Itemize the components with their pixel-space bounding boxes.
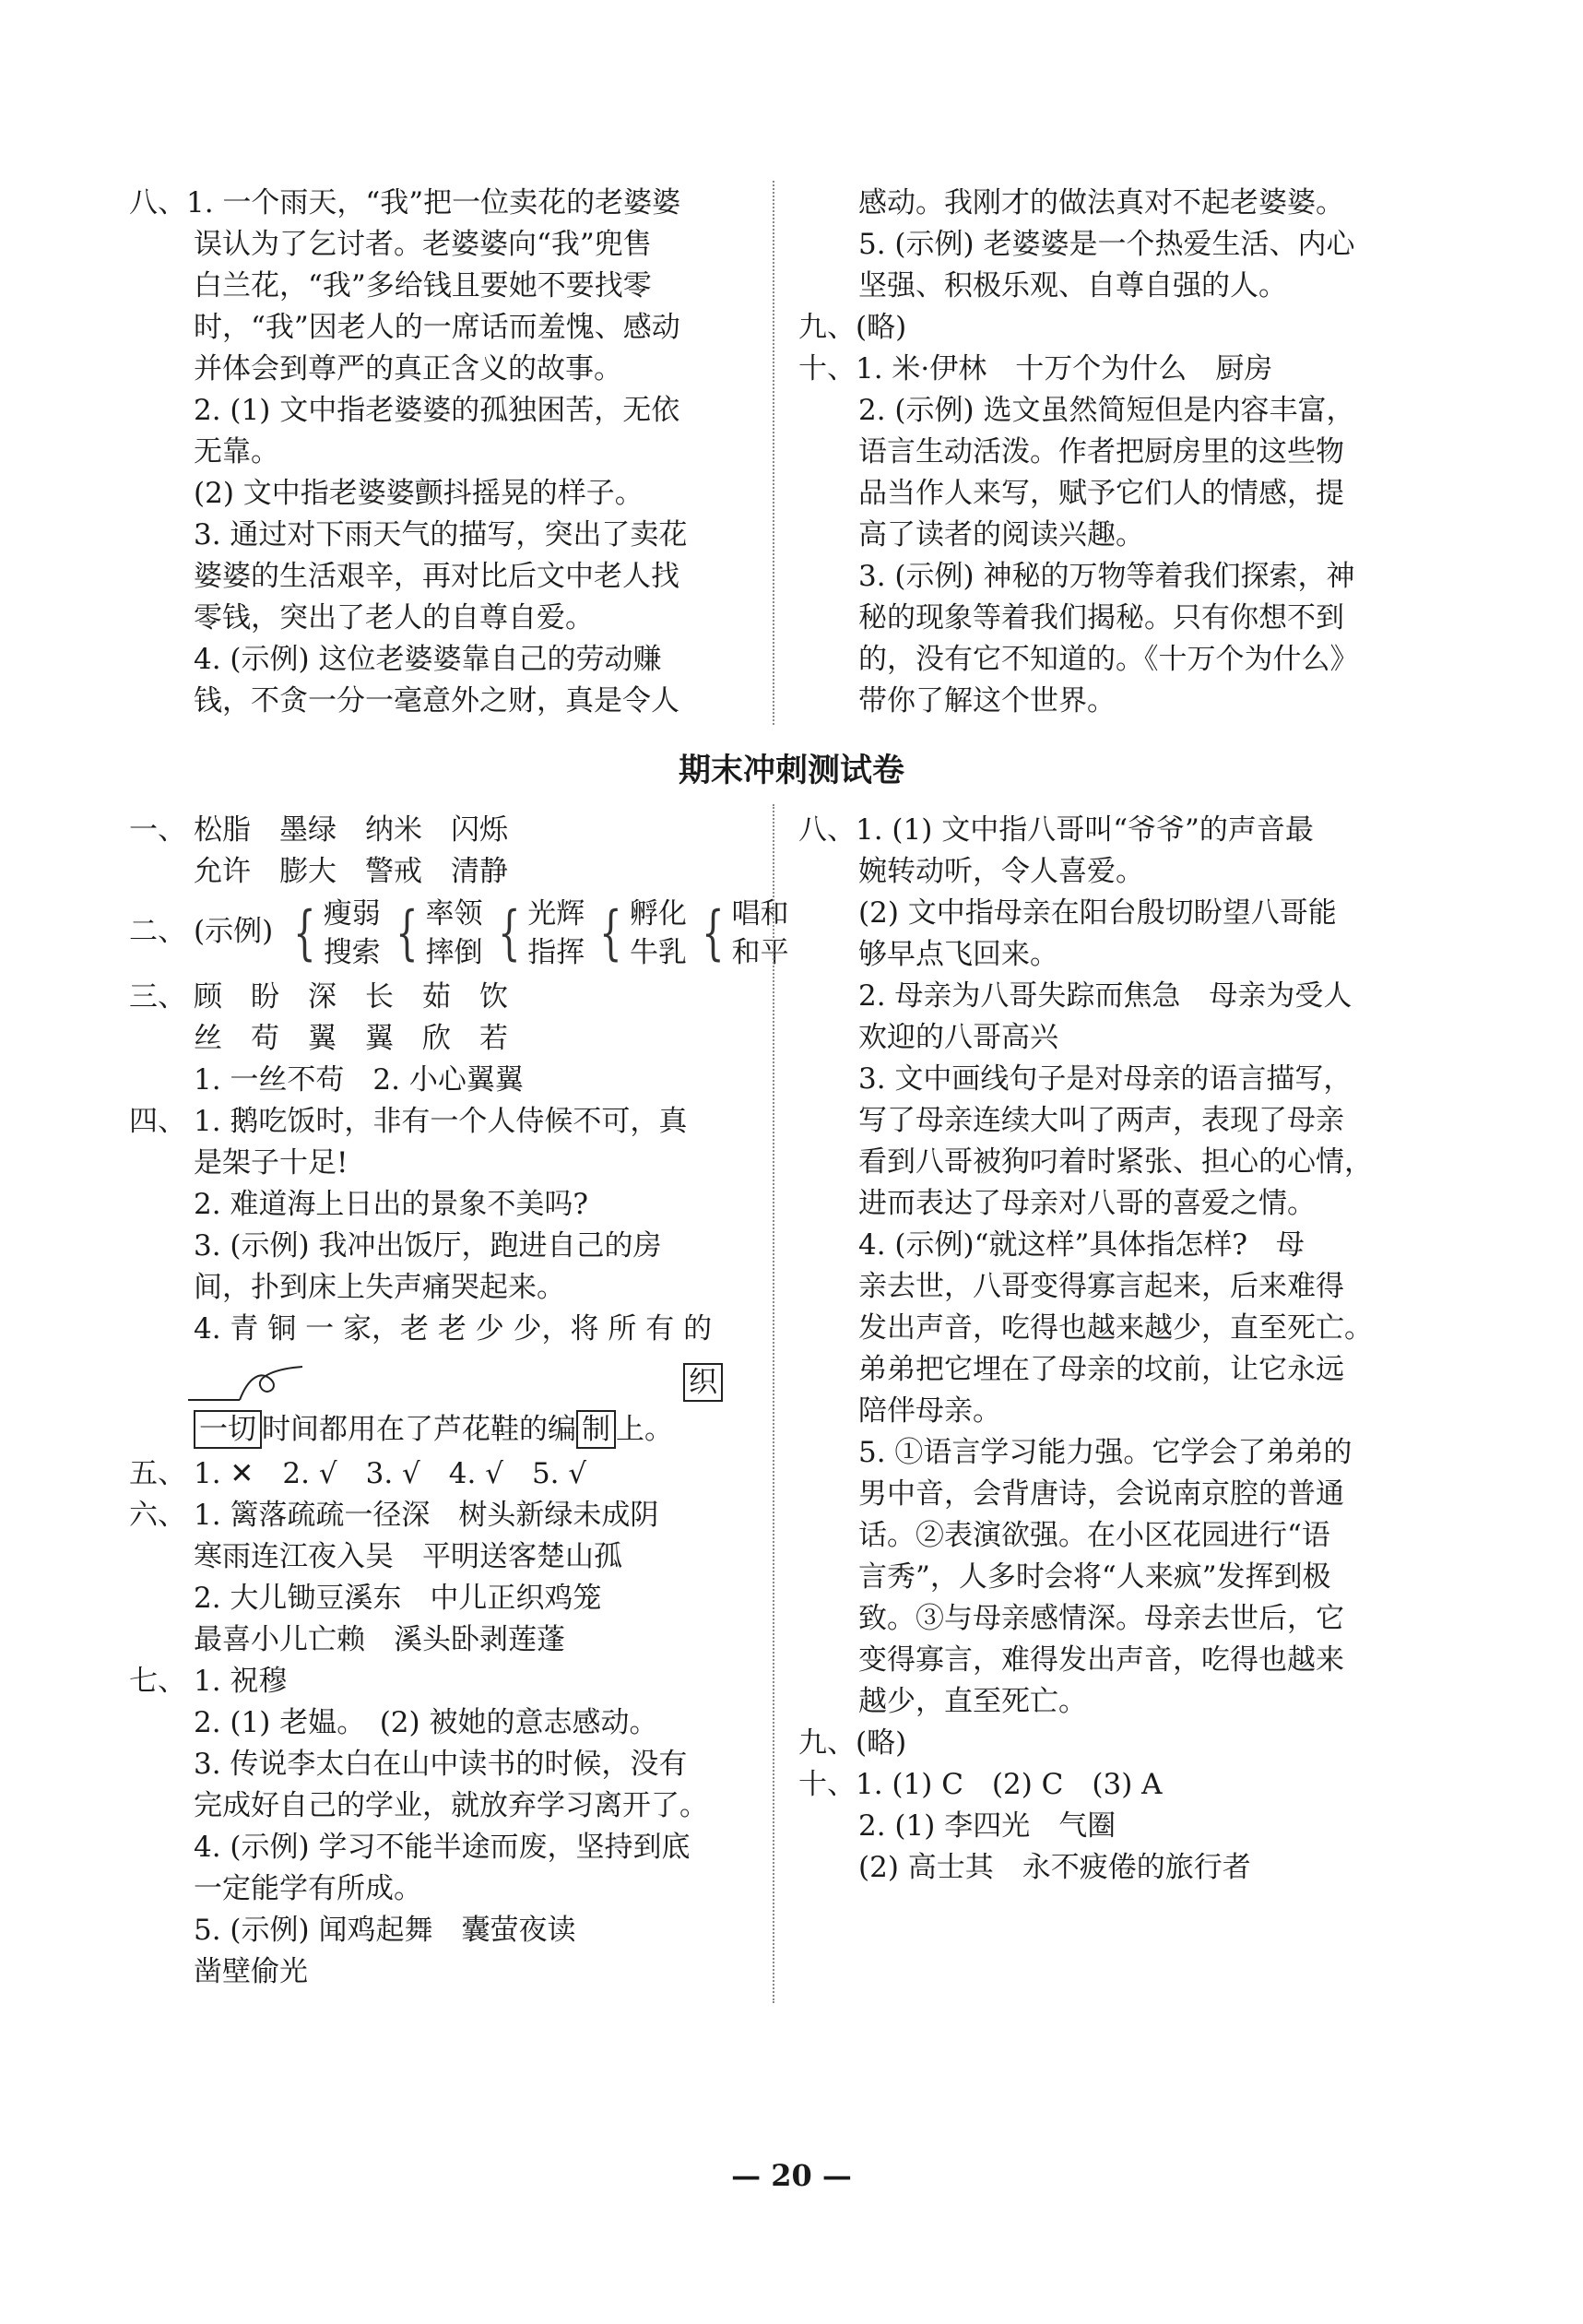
- text-line: 够早点飞回来。: [858, 938, 1058, 971]
- pair-bottom: 指挥: [527, 936, 585, 970]
- q6-line4: 最喜小儿亡赖 溪头卧剥莲蓬: [194, 1623, 565, 1656]
- q4-mark: 四、: [129, 1105, 186, 1138]
- pair-top: 率领: [425, 897, 483, 931]
- q7-line4: 完成好自己的学业，就放弃学习离开了。: [194, 1789, 708, 1822]
- q5-mark: 五、: [129, 1457, 186, 1490]
- q5-line: [129, 1453, 586, 1494]
- q7-text1: 1. 祝穆: [194, 1665, 288, 1698]
- pair-top: 瘦弱: [323, 897, 381, 931]
- q3-text1: 顾 盼 深 长 茹 饮: [194, 980, 508, 1014]
- brace-group: { 率领 摔倒: [388, 894, 483, 973]
- text-line: 感动。我刚才的做法真对不起老婆婆。: [858, 186, 1344, 219]
- text-line: 3. (示例) 神秘的万物等着我们探索，神: [858, 560, 1355, 593]
- text-line: 八、1. (1) 文中指八哥叫“爷爷”的声音最: [798, 813, 1314, 847]
- brace-group: { 唱和 和平: [694, 894, 789, 973]
- q7-line8: 凿壁偷光: [194, 1955, 308, 1988]
- text-line: 十、1. 米·伊林 十万个为什么 厨房: [798, 352, 1273, 385]
- q2-line: [129, 893, 793, 972]
- brace-group: { 孵化 牛乳: [592, 894, 687, 973]
- text-line: 2. (1) 文中指老婆婆的孤独困苦，无依: [194, 394, 680, 427]
- text-line: 亲去世，八哥变得寡言起来，后来难得: [858, 1270, 1344, 1303]
- text-line: 3. 通过对下雨天气的描写，突出了卖花: [194, 518, 688, 551]
- text-line: 坚强、积极乐观、自尊自强的人。: [858, 269, 1287, 302]
- pair-top: 唱和: [731, 897, 789, 931]
- text-line: 2. (示例) 选文虽然简短但是内容丰富，: [858, 394, 1355, 427]
- q4-line2: 是架子十足!: [194, 1146, 348, 1180]
- text-line: 欢迎的八哥高兴: [858, 1021, 1058, 1054]
- q4-text1: 1. 鹅吃饭时，非有一个人侍候不可，真: [194, 1105, 688, 1138]
- q4-line3: 2. 难道海上日出的景象不美吗?: [194, 1188, 589, 1221]
- q4-line4: 3. (示例) 我冲出饭厅，跑进自己的房: [194, 1229, 662, 1263]
- correction-box: 制: [576, 1410, 616, 1449]
- text-line: 时，“我”因老人的一席话而羞愧、感动: [194, 311, 680, 344]
- correction-box: 织: [683, 1363, 723, 1402]
- text-line: 秘的现象等着我们揭秘。只有你想不到: [858, 601, 1344, 634]
- q4-line1: [129, 1101, 687, 1142]
- q1-line2: 允许 膨大 警戒 清静: [194, 855, 508, 888]
- text-line: (2) 文中指母亲在阳台殷切盼望八哥能: [858, 896, 1337, 930]
- text-line: 婉转动听，令人喜爱。: [858, 855, 1144, 888]
- text-line: 白兰花，“我”多给钱且要她不要找零: [194, 269, 652, 302]
- q1-line1: [129, 810, 508, 850]
- q4-line6: 4. 青 铜 一 家，老 老 少 少，将 所 有 的: [194, 1312, 713, 1346]
- text-line: 的，没有它不知道的。《十万个为什么》: [858, 643, 1359, 676]
- q7-line3: 3. 传说李太白在山中读书的时候，没有: [194, 1748, 688, 1781]
- text-line: 带你了解这个世界。: [858, 684, 1116, 717]
- text-line: 九、(略): [798, 1726, 907, 1760]
- column-divider-top: [773, 181, 774, 725]
- q4-mid-text: 时间都用在了芦花鞋的编: [262, 1413, 576, 1446]
- text-line: 话。②表演欲强。在小区花园进行“语: [858, 1519, 1330, 1552]
- correction-mark-icon: [184, 1363, 313, 1407]
- q6-line3: 2. 大儿锄豆溪东 中儿正织鸡笼: [194, 1582, 602, 1615]
- text-line: 2. 母亲为八哥失踪而焦急 母亲为受人: [858, 979, 1353, 1013]
- text-line: 高了读者的阅读兴趣。: [858, 518, 1144, 551]
- q6-line2: 寒雨连江夜入吴 平明送客楚山孤: [194, 1540, 622, 1573]
- q1-mark: 一、: [129, 813, 186, 847]
- text-line: 婆婆的生活艰辛，再对比后文中老人找: [194, 560, 679, 593]
- q7-line6: 一定能学有所成。: [194, 1872, 422, 1905]
- text-line: 品当作人来写，赋予它们人的情感，提: [858, 477, 1344, 510]
- text-line: 八、1. 一个雨天，“我”把一位卖花的老婆婆: [129, 186, 681, 219]
- text-line: 九、(略): [798, 311, 907, 344]
- text-line: 越少，直至死亡。: [858, 1685, 1087, 1718]
- text-line: 5. ①语言学习能力强。它学会了弟弟的: [858, 1436, 1353, 1469]
- q3-mark: 三、: [129, 980, 186, 1014]
- text-line: 写了母亲连续大叫了两声，表现了母亲: [858, 1104, 1344, 1137]
- q3-line3: 1. 一丝不苟 2. 小心翼翼: [194, 1063, 524, 1097]
- text-line: 4. (示例)“就这样”具体指怎样? 母: [858, 1228, 1305, 1262]
- pair-bottom: 搜索: [323, 936, 381, 970]
- brace-group: { 瘦弱 搜索: [286, 894, 381, 973]
- brace-group: { 光辉 指挥: [490, 894, 585, 973]
- q7-line1: [129, 1661, 287, 1702]
- pair-bottom: 牛乳: [629, 936, 687, 970]
- text-line: 进而表达了母亲对八哥的喜爱之情。: [858, 1187, 1316, 1220]
- pair-bottom: 摔倒: [425, 936, 483, 970]
- section-title: 期末冲刺测试卷: [678, 753, 904, 789]
- q7-line2: 2. (1) 老媪。 (2) 被她的意志感动。: [194, 1706, 658, 1739]
- text-line: 弟弟把它埋在了母亲的坟前，让它永远: [858, 1353, 1344, 1386]
- q6-mark: 六、: [129, 1499, 186, 1532]
- text-line: 零钱，突出了老人的自尊自爱。: [194, 601, 594, 634]
- text-line: 陪伴母亲。: [858, 1394, 1001, 1428]
- text-line: 变得寡言，难得发出声音，吃得也越来: [858, 1643, 1344, 1677]
- q4-line5: 间，扑到床上失声痛哭起来。: [194, 1271, 565, 1304]
- q6-line1: [129, 1495, 658, 1536]
- page-number: — 20 —: [731, 2158, 852, 2193]
- text-line: 误认为了乞讨者。老婆婆向“我”兜售: [194, 228, 652, 261]
- text-line: 看到八哥被狗叼着时紧张、担心的心情，: [858, 1145, 1373, 1179]
- text-line: 并体会到尊严的真正含义的故事。: [194, 352, 622, 385]
- column-divider-bottom: [773, 804, 774, 2003]
- text-line: 钱，不贪一分一毫意外之财，真是令人: [194, 684, 679, 717]
- pair-top: 光辉: [527, 897, 585, 931]
- q4-line7: [194, 1409, 673, 1450]
- text-line: 言秀”，人多时会将“人来疯”发挥到极: [858, 1560, 1331, 1594]
- q4-end-text: 上。: [616, 1413, 673, 1446]
- text-line: 男中音，会背唐诗，会说南京腔的普通: [858, 1477, 1344, 1511]
- text-line: 十、1. (1) C (2) C (3) A: [798, 1768, 1163, 1801]
- q2-prefix: (示例): [194, 915, 274, 948]
- q7-mark: 七、: [129, 1665, 186, 1698]
- pair-bottom: 和平: [731, 936, 789, 970]
- q3-line2: 丝 苟 翼 翼 欣 若: [194, 1022, 508, 1055]
- q6-text1: 1. 篱落疏疏一径深 树头新绿未成阴: [194, 1499, 659, 1532]
- q5-text: 1. ✕ 2. √ 3. √ 4. √ 5. √: [194, 1457, 587, 1490]
- text-line: 语言生动活泼。作者把厨房里的这些物: [858, 435, 1344, 468]
- text-line: 致。③与母亲感情深。母亲去世后，它: [858, 1602, 1344, 1635]
- pair-top: 孵化: [629, 897, 687, 931]
- q4-box-above: [683, 1363, 723, 1402]
- text-line: 3. 文中画线句子是对母亲的语言描写，: [858, 1062, 1353, 1096]
- q7-line5: 4. (示例) 学习不能半途而废，坚持到底: [194, 1831, 691, 1864]
- text-line: 无靠。: [194, 435, 279, 468]
- text-line: 发出声音，吃得也越来越少，直至死亡。: [858, 1311, 1373, 1345]
- q7-line7: 5. (示例) 闻鸡起舞 囊萤夜读: [194, 1914, 576, 1947]
- text-line: 5. (示例) 老婆婆是一个热爱生活、内心: [858, 228, 1355, 261]
- text-line: (2) 高士其 永不疲倦的旅行者: [858, 1851, 1251, 1884]
- text-line: 2. (1) 李四光 气圈: [858, 1809, 1116, 1843]
- text-line: 4. (示例) 这位老婆婆靠自己的劳动赚: [194, 643, 662, 676]
- q1-text1: 松脂 墨绿 纳米 闪烁: [194, 813, 508, 847]
- text-line: (2) 文中指老婆婆颤抖摇晃的样子。: [194, 477, 644, 510]
- q2-mark: 二、: [129, 915, 186, 948]
- q3-line1: [129, 977, 508, 1017]
- correction-box: 一切: [194, 1410, 262, 1449]
